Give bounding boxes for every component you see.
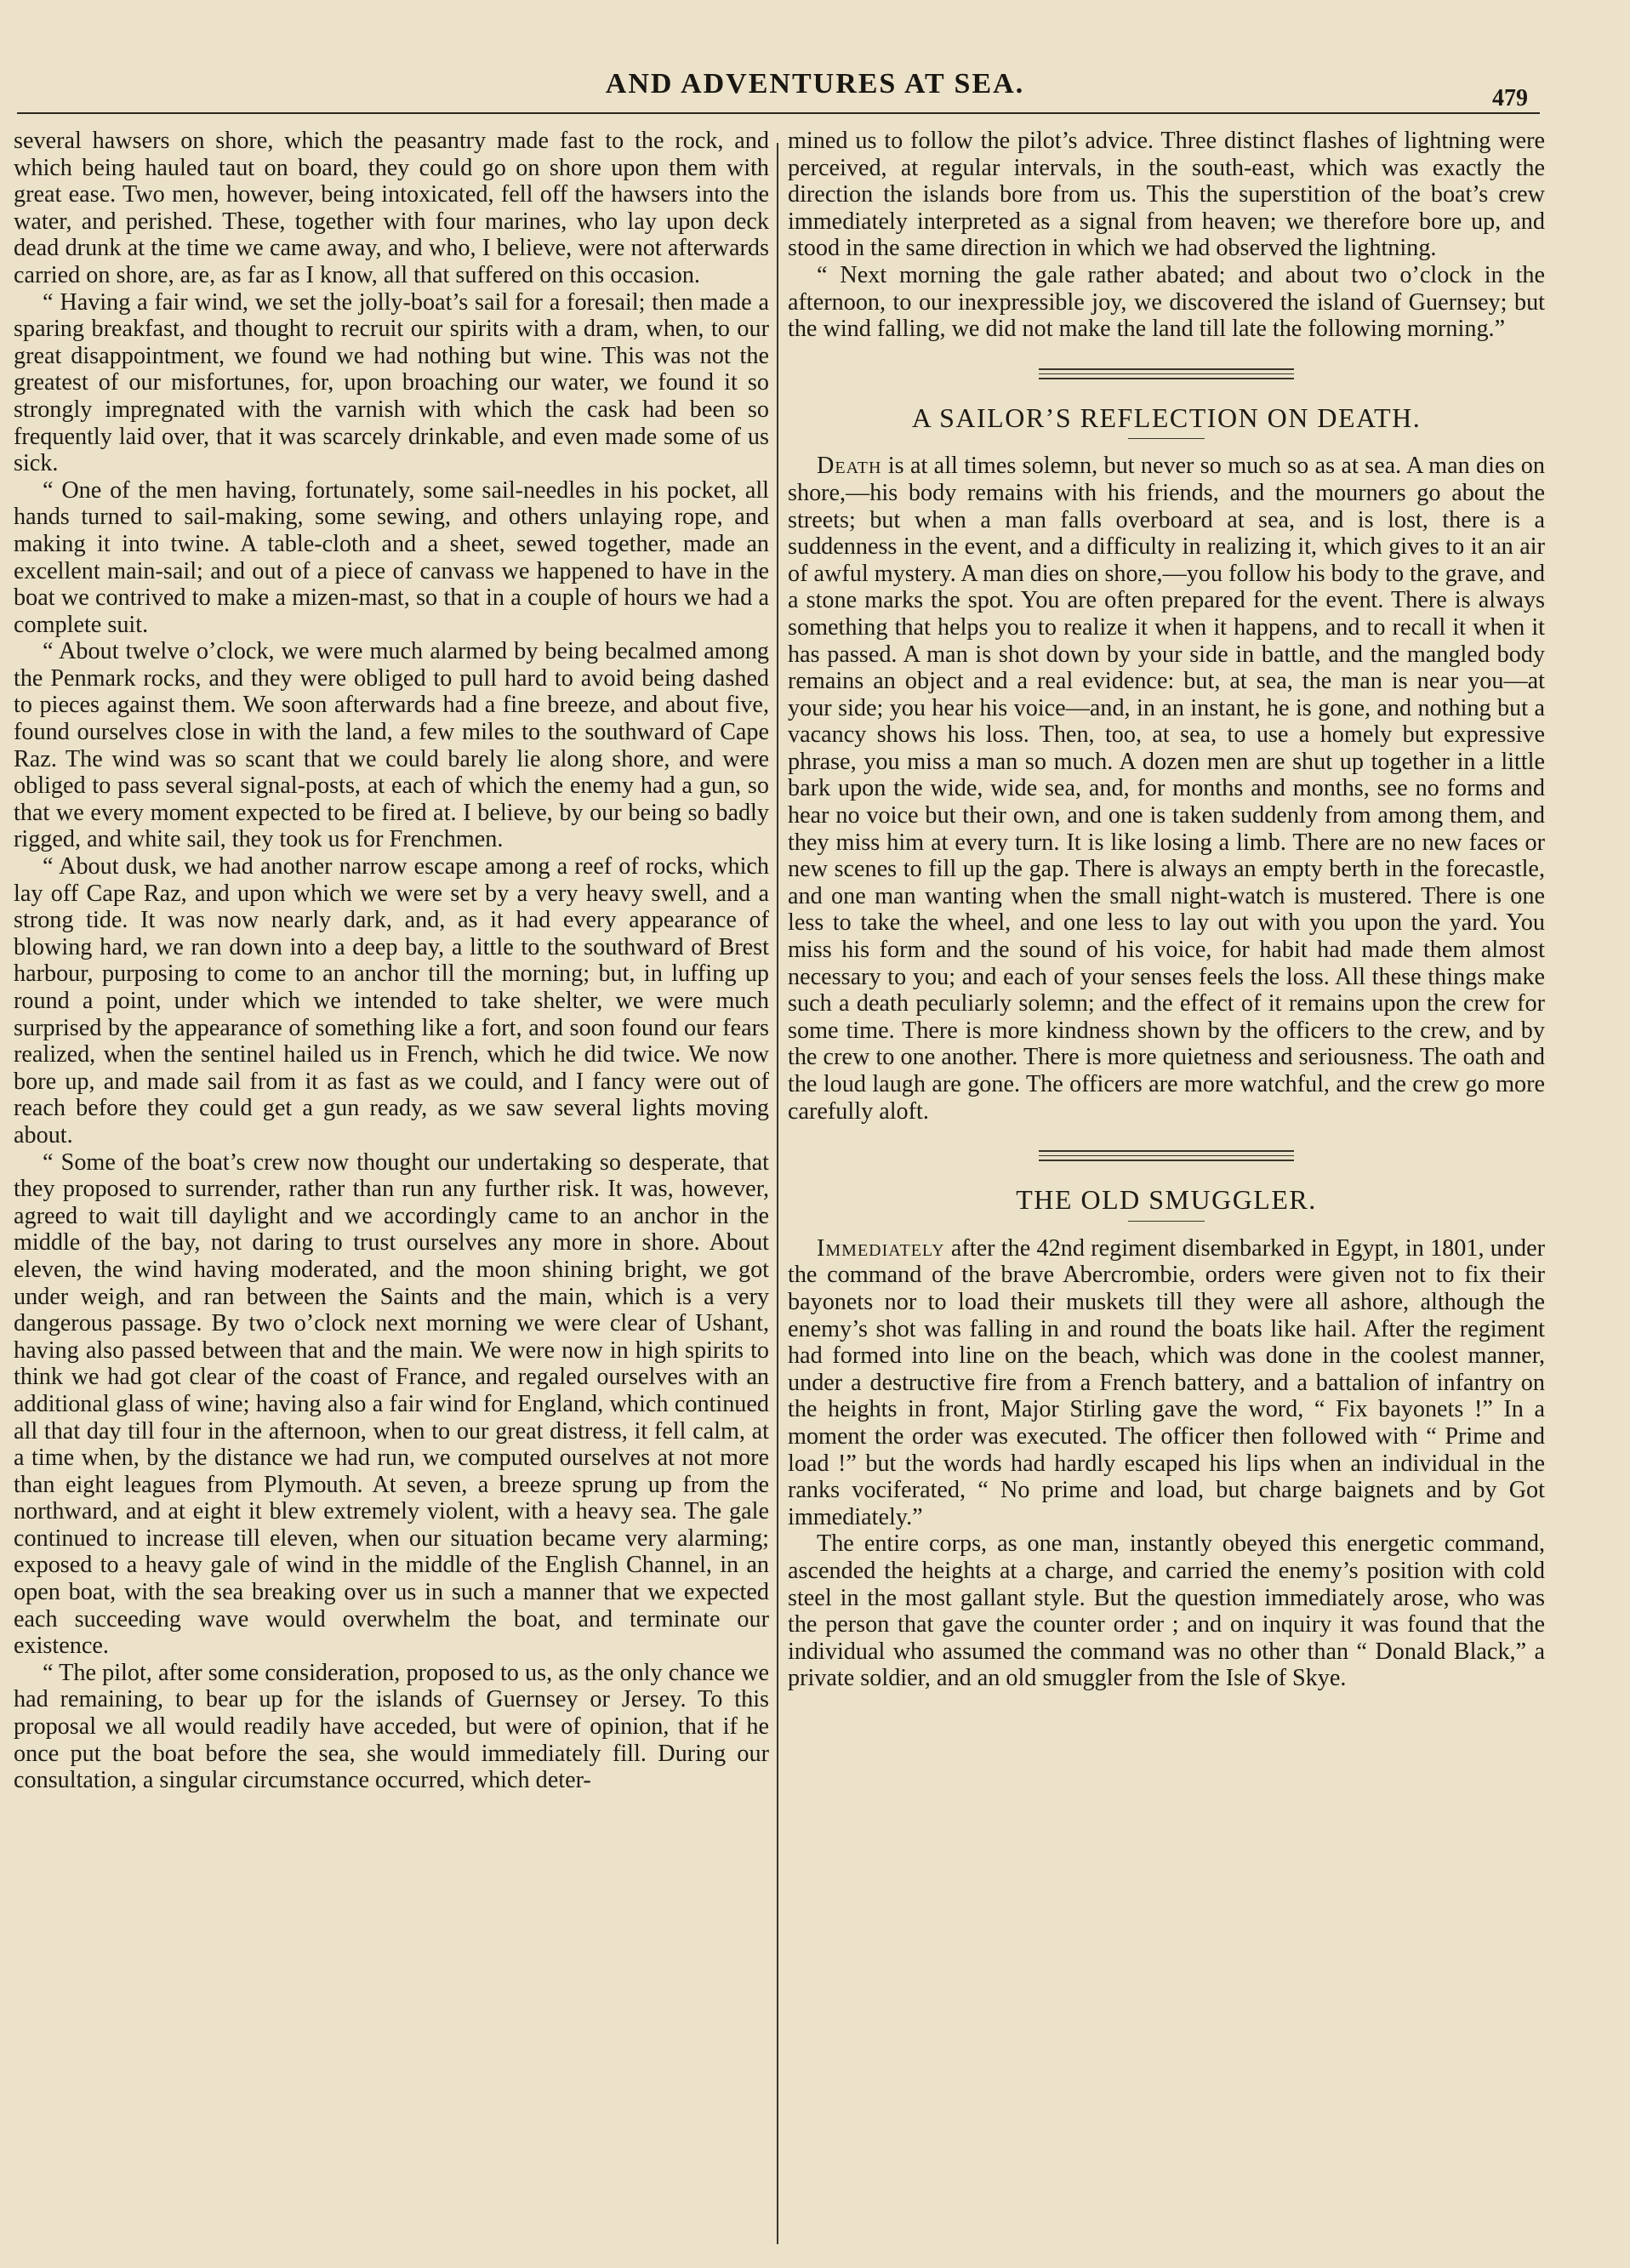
page-number: 479: [1492, 85, 1528, 111]
running-title: AND ADVENTURES AT SEA.: [605, 68, 1025, 100]
lead-word: Immediately: [817, 1234, 945, 1262]
paragraph: “ Some of the boat’s crew now thought our undertaking so desperate, that they proposed to surrender, rather than run any further risk. It was, however, agreed to wait till daylight and we accordingly came to an anchor in the middle of the bay, not daring to trust ourselves any more in shore. About eleven, the wind having moderated, and the moon shining bright, we got under weigh, and ran between the Saints and the main, which is a very dangerous passage. By two o’clock next morning we were clear of Ushant, having also passed between that and the main. We were now in high spirits to think we had got clear of the coast of France, and regaled ourselves with an additional glass of wine; having also a fair wind for England, which continued all that day till four in the afternoon, when to our great distress, it fell calm, at a time when, by the distance we had run, we computed ourselves at not more than eight leagues from Plymouth. At seven, a breeze sprung up from the northward, and at eight it blew extremely violent, with a heavy sea. The gale continued to increase till eleven, when our situation became very alarming; exposed to a heavy gale of wind in the middle of the English Channel, in an open boat, with the sea breaking over us in such a manner that we expected each succeeding wave would overwhelm the boat, and terminate our existence.: [14, 1148, 769, 1660]
title-rule: [1128, 438, 1205, 439]
paragraph: “ One of the men having, fortunately, some sail-needles in his pocket, all hands turned to sail-making, some sewing, and others unlaying rope, and making it into twine. A table-cloth and a sheet, sewed together, made an excellent main-sail; and out of a piece of canvass we happened to have in the boat we contrived to make a mizen-mast, so that in a couple of hours we had a complete suit.: [14, 476, 769, 638]
paragraph: “ The pilot, after some consideration, proposed to us, as the only chance we had remaining, to bear up for the islands of Guernsey or Jersey. To this proposal we all would readily have acceded, but were of opinion, that if he once put the boat before the sea, she would immediately fill. During our consultation, a singular circumstance occurred, which deter-: [14, 1659, 769, 1794]
left-column: [14, 128, 769, 1794]
paragraph: mined us to follow the pilot’s advice. Three distinct flashes of lightning were perceived, at regular intervals, in the south-east, which was exactly the direction the islands bore from us. This the superstition of the boat’s crew immediately interpreted as a signal from heaven; we therefore bore up, and stood in the same direction in which we had observed the lightning.: [788, 128, 1545, 262]
paragraph-text: is at all times solemn, but never so much so as at sea. A man dies on shore,—his body remains with his friends, and the mourners go about the streets; but when a man falls overboard at sea, and is lost, there is a suddenness in the event, and a difficulty in realizing it, which gives to it an air of awful mystery. A man dies on shore,—you follow his body to the grave, and a stone marks the spot. You are often prepared for the event. There is always something that helps you to realize it when it happens, and to recall it when it has passed. A man is shot down by your side in battle, and the mangled body remains an object and a real evidence: but, at sea, the man is near you—at your side; you hear his voice—and, in an instant, he is gone, and nothing but a vacancy shows his loss. Then, too, at sea, to use a homely but expressive phrase, you miss a man so much. A dozen men are shut up together in a little bark upon the wide, wide sea, and, for months and months, see no forms and hear no voice but their own, and one is taken suddenly from among them, and they miss him at every turn. It is like losing a limb. There are no new faces or new scenes to fill up the gap. There is always an empty berth in the forecastle, and one man wanting when the small night-watch is mustered. There is one less to take the wheel, and one less to lay out with you upon the yard. You miss his form and the sound of his voice, for habit had made them almost necessary to you; and each of your senses feels the loss. All these things make such a death peculiarly solemn; and the effect of it remains upon the crew for some time. There is more kindness shown by the officers to the crew, and by the crew to one another. There is more quietness and seriousness. The oath and the loud laugh are gone. The officers are more watchful, and the crew go more carefully aloft.: [788, 453, 1545, 1125]
paragraph: several hawsers on shore, which the peasantry made fast to the rock, and which being hauled taut on board, they could go on shore upon them with great ease. Two men, however, being intoxicated, fell off the hawsers into the water, and perished. These, together with four marines, who lay upon deck dead drunk at the time we came away, and who, I believe, were not afterwards carried on shore, are, as far as I know, all that suffered on this occasion.: [14, 128, 769, 288]
paragraph: “ Having a fair wind, we set the jolly-boat’s sail for a foresail; then made a sparing breakfast, and thought to recruit our spirits with a dram, when, to our great disappointment, we found we had nothing but wine. This was not the greatest of our misfortunes, for, upon broaching our water, we found it so strongly impregnated with the varnish with which the cask had been so frequently laid over, that it was scarcely drinkable, and even made some of us sick.: [14, 288, 769, 477]
paragraph: “ About dusk, we had another narrow escape among a reef of rocks, which lay off Cape Raz, and upon which we were set by a very heavy swell, and a strong tide. It was now nearly dark, and, as it had every appearance of blowing hard, we ran down into a deep bay, a little to the southward of Brest harbour, purposing to come to an anchor till the morning; but, in luffing up round a point, under which we intended to take shelter, we were much surprised by the appearance of something like a fort, and soon found our fears realized, when the sentinel hailed us in French, which he did twice. We now bore up, and made sail from it as fast as we could, and I fancy were out of reach before they could get a gun ready, as we saw several lights moving about.: [14, 853, 769, 1148]
right-column: [788, 128, 1545, 1692]
paragraph: “ Next morning the gale rather abated; and about two o’clock in the afternoon, to our inexpressible joy, we discovered the island of Guernsey; but the wind falling, we did not make the land till late the following morning.”: [788, 261, 1545, 343]
paragraph-text: after the 42nd regiment disembarked in Egypt, in 1801, under the command of the brave Abercrombie, orders were given not to fix their bayonets nor to load their muskets till they were all ashore, although the enemy’s shot was falling in and round the boats like hail. After the regiment had formed into line on the beach, which was done in the coolest manner, under a destructive fire from a French battery, and a battalion of infantry on the heights in front, Major Stirling gave the word, “ Fix bayonets !” In a moment the order was executed. The officer then followed with “ Prime and load !” but the words had hardly escaped his lips when an individual in the ranks vociferated, “ No prime and load, but charge baignets and by Got immediately.”: [788, 1234, 1545, 1530]
section-title-old-smuggler: THE OLD SMUGGLER.: [1016, 1184, 1317, 1216]
section-divider: [1039, 1150, 1294, 1161]
header-rule: [17, 112, 1540, 114]
section-divider: [1039, 368, 1294, 379]
paragraph: [788, 1235, 1545, 1531]
section-title-sailors-reflection: A SAILOR’S REFLECTION ON DEATH.: [911, 402, 1422, 433]
paragraph: [788, 453, 1545, 1125]
paragraph: “ About twelve o’clock, we were much alarmed by being becalmed among the Penmark rocks, and they were obliged to pull hard to avoid being dashed to pieces against them. We soon afterwards had a fine breeze, and about five, found ourselves close in with the land, a few miles to the southward of Cape Raz. The wind was so scant that we could barely lie along shore, and were obliged to pass several signal-posts, at each of which the enemy had a gun, so that we every moment expected to be fired at. I believe, by our being so badly rigged, and white sail, they took us for Frenchmen.: [14, 638, 769, 853]
paragraph: The entire corps, as one man, instantly obeyed this energetic command, ascended the heights at a charge, and carried the enemy’s position with cold steel in the most gallant style. But the question immediately arose, who was the person that gave the counter order ; and on inquiry it was found that the individual who assumed the command was no other than “ Donald Black,” a private soldier, and an old smuggler from the Isle of Skye.: [788, 1530, 1545, 1692]
title-rule: [1128, 1221, 1205, 1222]
lead-word: Death: [817, 453, 882, 480]
column-rule: [777, 143, 778, 2244]
